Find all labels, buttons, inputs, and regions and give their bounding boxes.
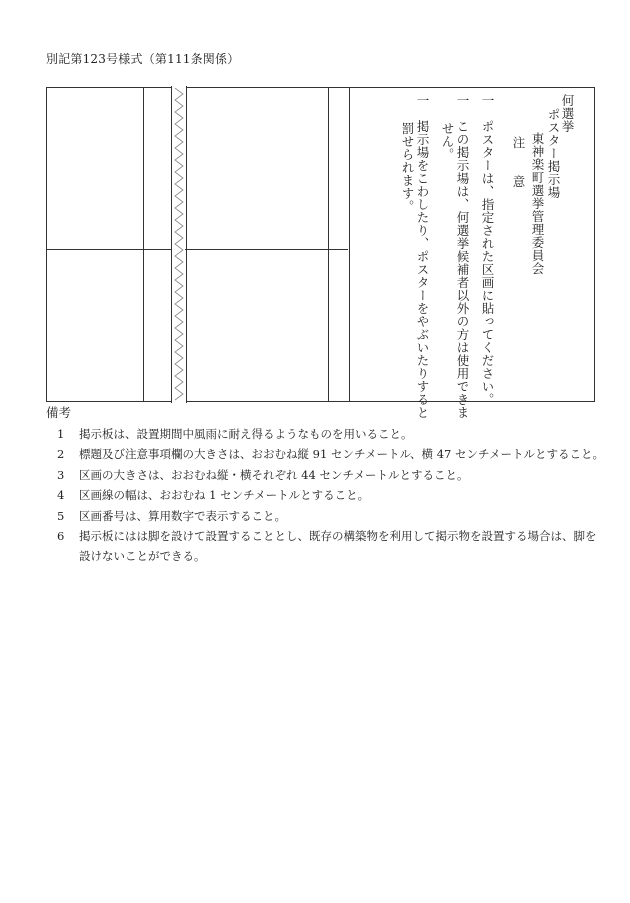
remark-text: 標題及び注意事項欄の大きさは、おおむね縦 91 センチメートル、横 47 センチメートルとすること。 bbox=[79, 447, 605, 462]
board-break bbox=[171, 86, 187, 403]
issuer: 東神楽町選挙管理委員会 bbox=[530, 132, 545, 275]
remark-text: 掲示板にはは脚を設けて設置することとし、既存の構築物を利用して掲示物を設置する場合は、脚を設けないことができる。 bbox=[79, 529, 597, 564]
remark-number: 4 bbox=[57, 488, 65, 503]
remark-number: 6 bbox=[57, 529, 65, 544]
remark-item bbox=[46, 526, 606, 567]
notice-item-3-cont: 罰せられます。 bbox=[400, 122, 415, 213]
board-title: ポスター掲示場 bbox=[546, 108, 561, 199]
remark-text: 区画の大きさは、おおむね縦・横それぞれ 44 センチメートルとすること。 bbox=[79, 467, 469, 482]
grid-divider bbox=[185, 249, 348, 250]
grid-divider bbox=[349, 88, 350, 401]
notice-item-2: 一 この掲示場は、何選挙候補者以外の方は使用できま bbox=[455, 94, 470, 419]
remarks-list bbox=[46, 424, 606, 567]
remark-text: 区画線の幅は、おおむね 1 センチメートルとすること。 bbox=[79, 488, 370, 503]
remark-number: 3 bbox=[57, 467, 65, 482]
notice-panel bbox=[353, 94, 586, 419]
remark-item bbox=[46, 485, 606, 505]
notice-item-3: 一 掲示場をこわしたり、ポスターをやぶいたりすると bbox=[415, 94, 430, 419]
remark-item bbox=[46, 444, 606, 464]
remark-number: 5 bbox=[57, 508, 65, 523]
grid-divider bbox=[143, 88, 144, 401]
remark-text: 掲示板は、設置期間中風雨に耐え得るようなものを用いること。 bbox=[79, 427, 413, 441]
remarks-title: 備考 bbox=[46, 405, 72, 420]
remark-number: 2 bbox=[57, 447, 65, 462]
break-zigzag bbox=[174, 88, 184, 401]
remark-item bbox=[46, 506, 606, 526]
notice-item-1: 一 ポスターは、指定された区画に貼ってください。 bbox=[480, 94, 495, 406]
grid-divider bbox=[328, 88, 329, 401]
remark-item bbox=[46, 424, 606, 444]
remark-text: 区画番号は、算用数字で表示すること。 bbox=[79, 508, 286, 523]
election-name: 何選挙 bbox=[560, 94, 575, 133]
notice-item-2-cont: せん。 bbox=[440, 122, 455, 161]
remark-number: 1 bbox=[57, 427, 65, 441]
form-heading: 別記第123号様式（第111条関係） bbox=[46, 52, 240, 66]
remark-item bbox=[46, 465, 606, 485]
grid-divider bbox=[47, 249, 172, 250]
notice-heading: 注 意 bbox=[511, 136, 526, 188]
